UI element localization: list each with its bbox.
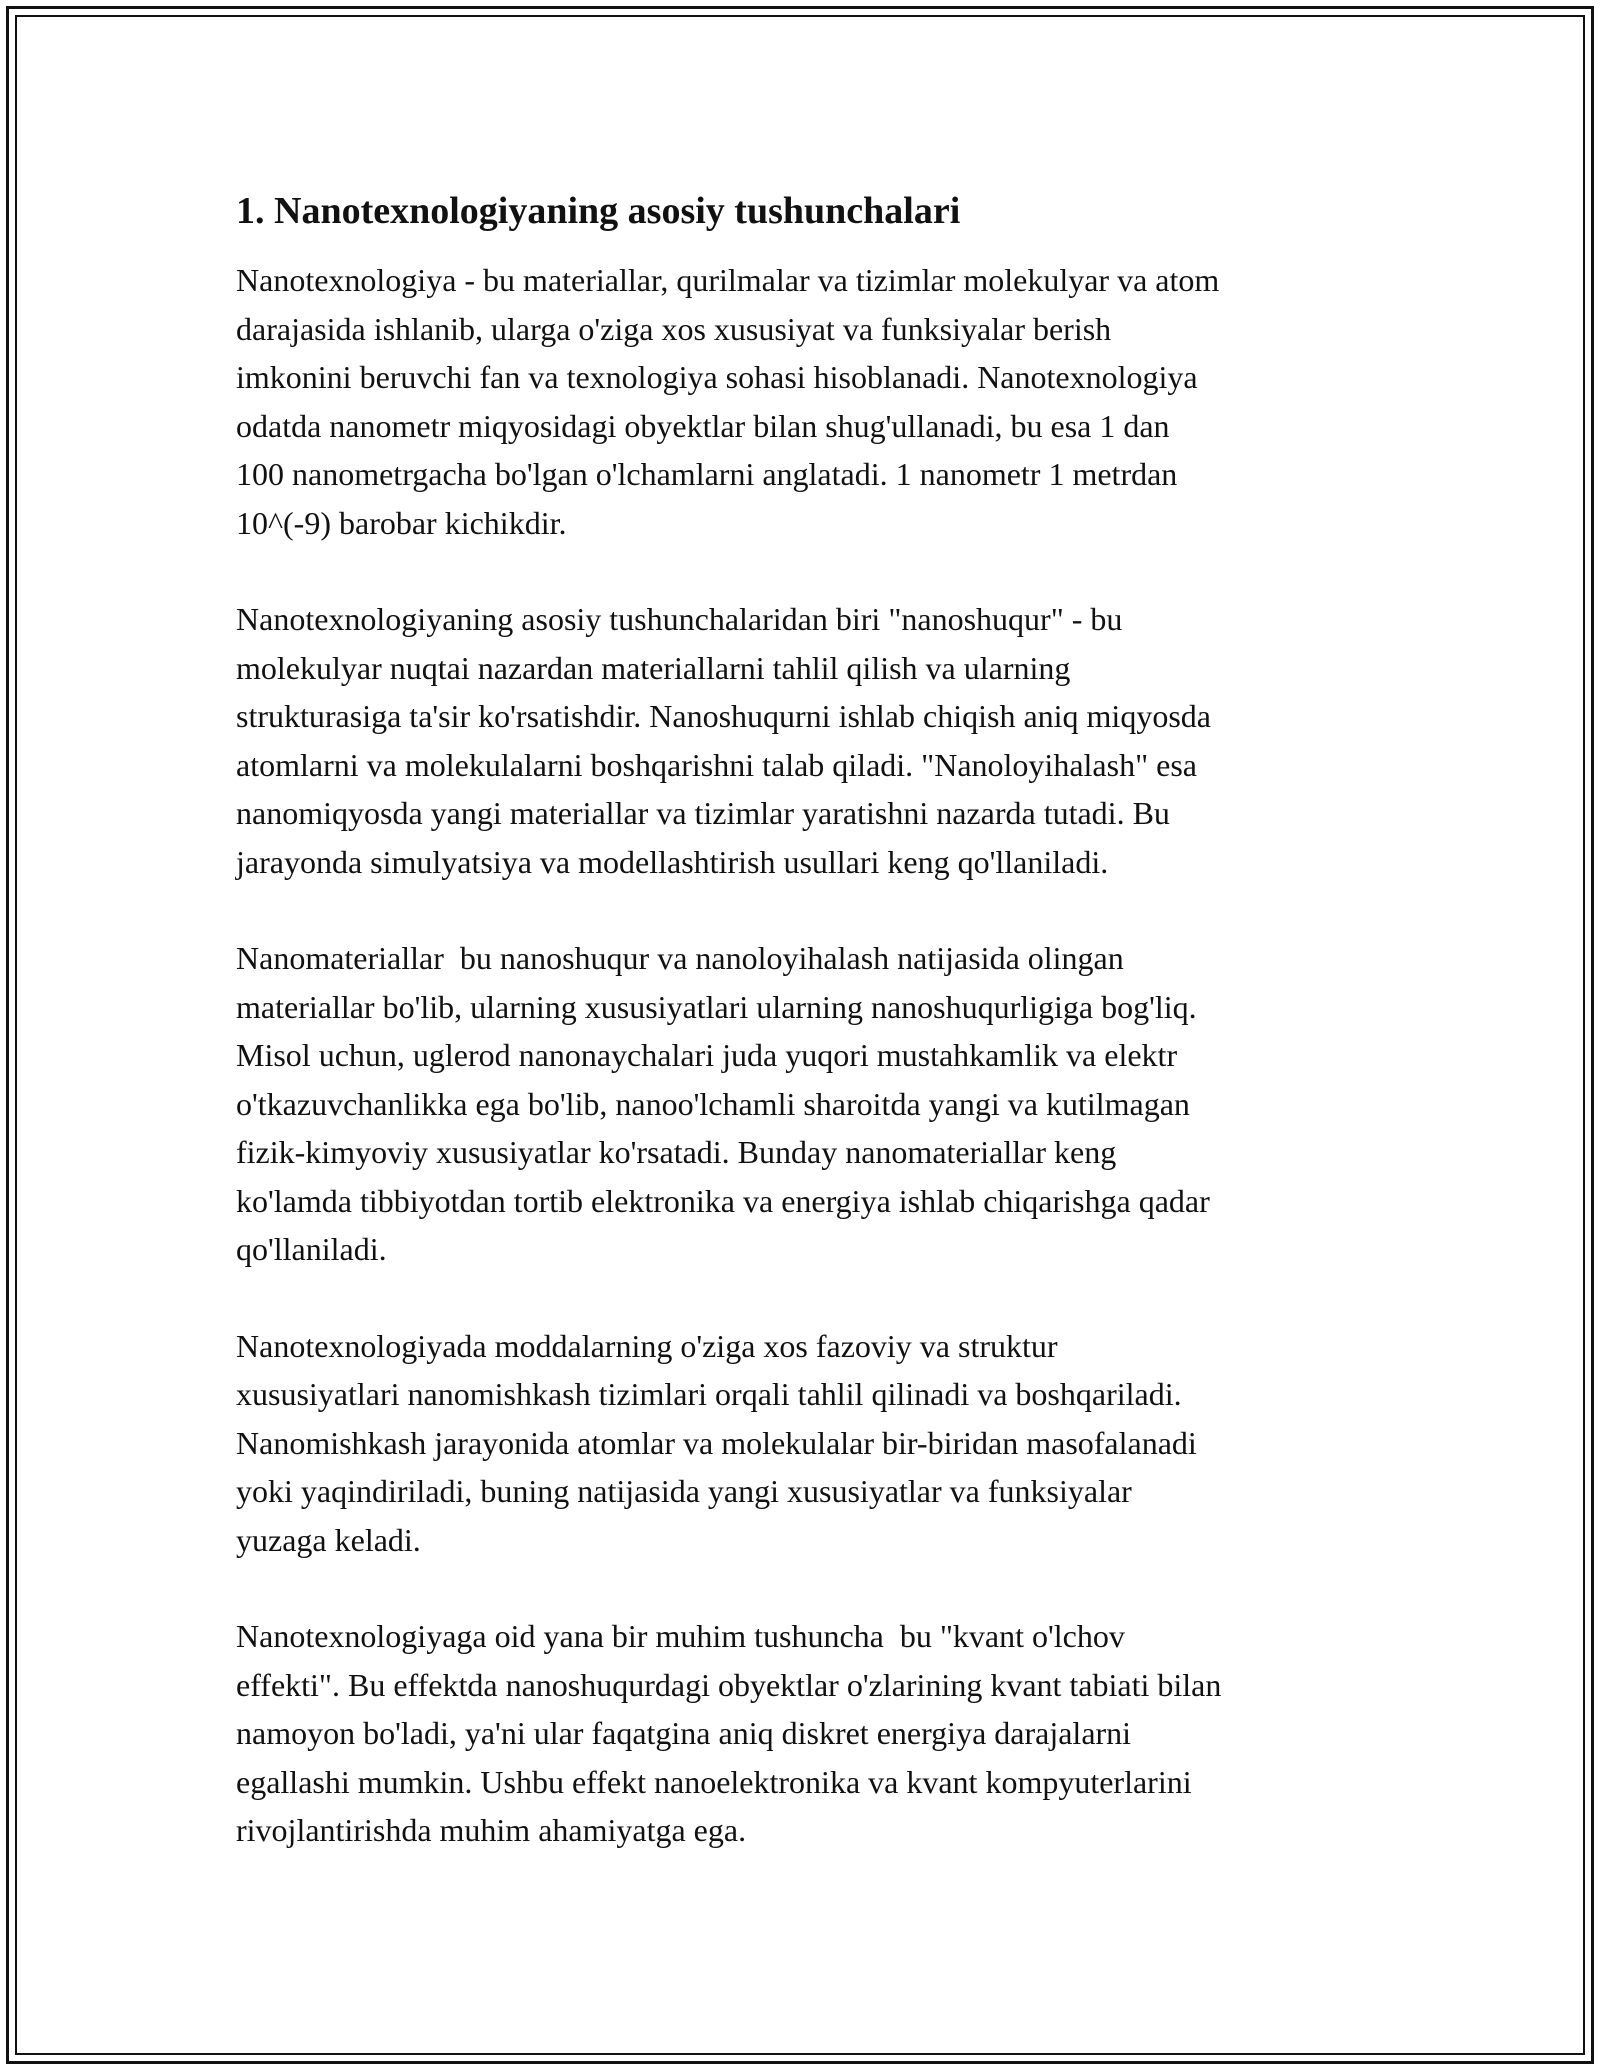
paragraph-quantum-effect: Nanotexnologiyaga oid yana bir muhim tushuncha bu "kvant o'lchov effekti". Bu effektda nanoshuqurdagi obyektlar o'zlarining kvant tabiati bilan namoyon bo'ladi, ya'ni ular faqatgina aniq diskret energiya darajalarni egallashi mumkin. Ushbu effekt nanoelektronika va kvant kompyuterlarini rivojlantirishda muhim ahamiyatga ega. <box>236 1618 1222 1848</box>
document-body <box>236 186 1386 1903</box>
document-title: 1. Nanotexnologiyaning asosiy tushunchalari <box>236 190 961 232</box>
paragraph-nanomishkash: Nanotexnologiyada moddalarning o'ziga xos fazoviy va struktur xususiyatlari nanomishkash tizimlari orqali tahlil qilinadi va boshqariladi. Nanomishkash jarayonida atomlar va molekulalar bir-biridan masofalanadi yoki yaqindiriladi, buning natijasida yangi xususiyatlar va funksiyalar yuzaga keladi. <box>236 1327 1197 1558</box>
paragraph-nanotechnology-definition: Nanotexnologiya - bu materiallar, qurilmalar va tizimlar molekulyar va atom darajasida ishlanib, ularga o'ziga xos xususiyat va funksiyalar berish imkonini beruvchi fan va texnologiya sohasi hisoblanadi. Nanotexnologiya odatda nanometr miqyosidagi obyektlar bilan shug'ullanadi, bu esa 1 dan 100 nanometrgacha bo'lgan o'lchamlarni anglatadi. 1 nanometr 1 metrdan 10^(-9) barobar kichikdir. <box>236 262 1220 541</box>
paragraph-nanomaterials: Nanomateriallar bu nanoshuqur va nanoloyihalash natijasida olingan materiallar bo'lib, ularning xususiyatlari ularning nanoshuqurligiga bog'liq. Misol uchun, uglerod nanonaychalari juda yuqori mustahkamlik va elektr o'tkazuvchanlikka ega bo'lib, nanoo'lchamli sharoitda yangi va kutilmagan fizik-kimyoviy xususiyatlar ko'rsatadi. Bunday nanomateriallar keng ko'lamda tibbiyotdan tortib elektronika va energiya ishlab chiqarishga qadar qo'llaniladi. <box>236 940 1210 1267</box>
paragraph-nanoshuqur: Nanotexnologiyaning asosiy tushunchalaridan biri "nanoshuqur" - bu molekulyar nuqtai nazardan materiallarni tahlil qilish va ularning strukturasiga ta'sir ko'rsatishdir. Nanoshuqurni ishlab chiqish aniq miqyosda atomlarni va molekulalarni boshqarishni talab qiladi. "Nanoloyihalash" esa nanomiqyosda yangi materiallar va tizimlar yaratishni nazarda tutadi. Bu jarayonda simulyatsiya va modellashtirish usullari keng qo'llaniladi. <box>236 601 1211 880</box>
